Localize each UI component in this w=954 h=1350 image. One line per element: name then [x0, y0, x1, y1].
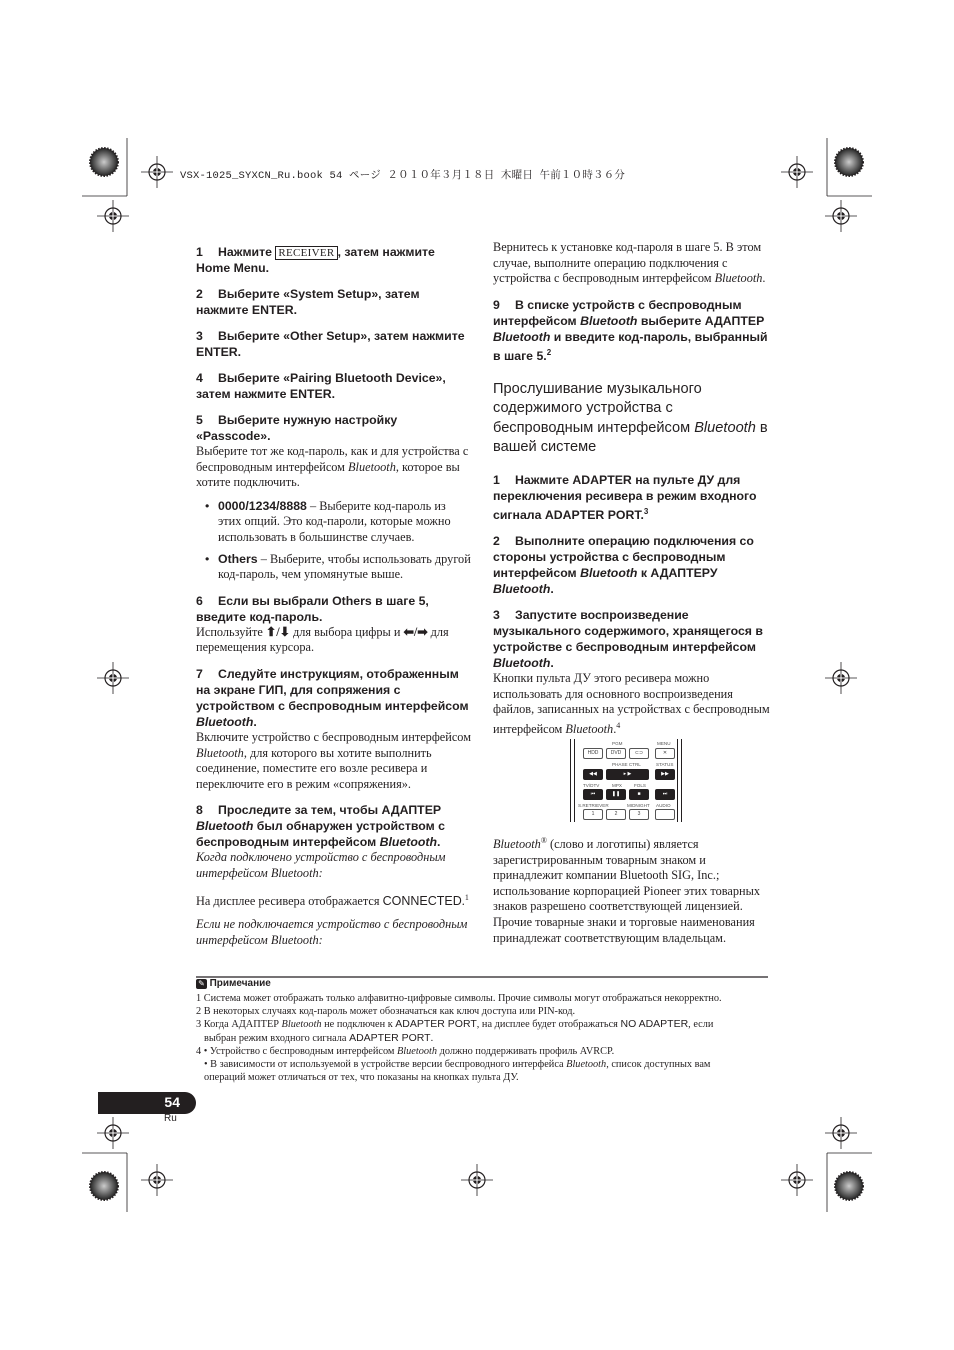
play-icon: ▸ ▶ [606, 769, 649, 780]
receiver-key: RECEIVER [275, 246, 337, 260]
menu-button: ✕ [655, 748, 675, 759]
skip-forward-icon: ⏭ [655, 789, 675, 800]
pause-icon: ❚❚ [606, 789, 626, 800]
step-2: 2 Выберите «System Setup», затем нажмите ENTER. [196, 287, 420, 317]
notes [196, 978, 771, 1084]
dvd-button: DVD [606, 748, 626, 759]
right-column [493, 240, 773, 737]
note-title: ✎ Примечание [196, 978, 771, 991]
step-3: 3 Выберите «Other Setup», затем нажмите ENTER. [196, 329, 465, 359]
remote-control-illustration [570, 739, 682, 822]
step-9: 9 В списке устройств с беспроводным интерфейсом Bluetooth выберите АДАПТЕР Bluetooth и введите код-пароль, выбранный в шаге 5.$^2$ [493, 297, 768, 363]
note-5: • В зависимости от используемой в устройстве версии беспроводного интерфейса Bluetooth, список доступных вам [204, 1058, 711, 1070]
top-right-marks [781, 138, 872, 232]
step-4: 4 Выберите «Pairing Bluetooth Device», затем нажмите ENTER. [196, 371, 446, 401]
bullet-passcodes: • 0000/1234/8888 – Выберите код-пароль из этих опций. Это код-пароли, которые можно использовать в большинстве случаев. [196, 499, 472, 546]
page-number: 54 [164, 1094, 180, 1110]
step-6-body: Используйте ⬆/⬇ для выбора цифры и ⬅/➡ для перемещения курсора. [196, 624, 449, 655]
stop-icon: ■ [629, 789, 649, 800]
num-1-button: 1 [583, 809, 603, 820]
note-icon: ✎ [196, 979, 207, 989]
step-8-failed-heading: Если не подключается устройство с беспроводным интерфейсом Bluetooth: [196, 917, 468, 947]
play-step-1: 1 Нажмите ADAPTER на пульте ДУ для переключения ресивера в режим входного сигнала ADAPTER PORT.$^3$ [493, 472, 757, 522]
hdd-button: HDD [583, 748, 603, 759]
note-3: 3 Когда АДАПТЕР Bluetooth не подключен к ADAPTER PORT, на дисплее будет отображаться NO ADAPTER, если [196, 1018, 714, 1031]
label-menu: MENU [657, 741, 671, 746]
note-5-line2: операций может отличаться от тех, что показаны на кнопках пульта ДУ. [204, 1071, 519, 1083]
remote-frame [570, 739, 575, 822]
step-8-connected-body: На дисплее ресивера отображается CONNECTED.$^1$ [196, 892, 469, 908]
bottom-marks [82, 1117, 872, 1212]
play-step-2: 2 Выполните операцию подключения со стороны устройства с беспроводным интерфейсом Bluetooth к АДАПТЕРУ Bluetooth. [493, 533, 754, 596]
left-column [196, 244, 472, 948]
skip-back-icon: ⏮ [583, 789, 603, 800]
blank-button [655, 809, 675, 820]
label-fols: FOLS [634, 783, 646, 788]
return-paragraph: Вернитесь к установке код-пароля в шаге 5. В этом случае, выполните операцию подключения с устройства с беспроводным интерфейсом Bluetooth. [493, 240, 766, 286]
label-s-retriever: S.RETRIEVER [578, 803, 609, 808]
play-step-3-body: Кнопки пульта ДУ этого ресивера можно использовать для основного воспроизведения файлов, записанных на устройствах с беспроводным интерфейсом Bluetooth.$^4$ [493, 670, 770, 736]
trademark-paragraph: Bluetooth® (слово и логотипы) является зарегистрированным товарным знаком и принадлежит компании Bluetooth SIG, Inc.; использование корпорацией Pioneer этих товарных знаков разрешено соответствующей лицензией. Прочие товарные знаки и торговые наименования принадлежат соответствующим владельцам. [493, 836, 761, 945]
play-step-3: 3 Запустите воспроизведение музыкального содержимого, хранящегося в устройстве с беспроводным интерфейсом Bluetooth. [493, 607, 763, 670]
step-7: 7 Следуйте инструкциям, отображенным на экране ГИП, для сопряжения с устройством с беспроводным интерфейсом Bluetooth. [196, 666, 469, 729]
page-number-tab [98, 1092, 196, 1114]
remote-frame-right [677, 739, 682, 822]
step-7-body: Включите устройство с беспроводным интерфейсом Bluetooth, для которого вы хотите выполнить соединение, поместите его возле ресивера и переключите его в режим «сопряжения». [196, 729, 471, 791]
step-1: 1 Нажмите RECEIVER , затем нажмите Home Menu. [196, 245, 435, 275]
left-right-arrows-icon: ⬅/➡ [403, 624, 428, 639]
rewind-icon: ◀◀ [583, 769, 603, 780]
label-pgm: PGM [612, 741, 623, 746]
step-5-body: Выберите тот же код-пароль, как и для устройства с беспроводным интерфейсом Bluetooth, которое вы хотите подключить. [196, 444, 469, 490]
note-3-line2: выбран режим входного сигнала ADAPTER PORT. [204, 1032, 434, 1045]
section-heading: Прослушивание музыкального содержимого устройства с беспроводным интерфейсом Bluetooth в вашей системе [493, 380, 768, 456]
up-down-arrows-icon: ⬆/⬇ [265, 624, 290, 639]
step-8-connected-heading: Когда подключено устройство с беспроводным интерфейсом Bluetooth: [196, 850, 446, 880]
label-audio: AUDIO [656, 803, 671, 808]
note-1: 1 Система может отображать только алфавитно-цифровые символы. Прочие символы могут отображаться некорректно. [196, 992, 722, 1004]
note-2: 2 В некоторых случаях код-пароль может обозначаться как ключ доступа или PIN-код. [196, 1005, 576, 1017]
label-mpx: MPX [612, 783, 622, 788]
label-phase-ctrl: PHASE CTRL [612, 762, 641, 767]
repeat-button: ⊂⊃ [629, 748, 649, 759]
bullet-others: • Others – Выберите, чтобы использовать другой код-пароль, чем упомянутые выше. [196, 552, 472, 583]
num-3-button: 3 [629, 809, 649, 820]
num-2-button: 2 [606, 809, 626, 820]
step-6: 6 Если вы выбрали Others в шаге 5, введите код-пароль. [196, 593, 429, 624]
note-4: 4 • Устройство с беспроводным интерфейсом Bluetooth должно поддерживать профиль AVRCP. [196, 1045, 615, 1057]
label-status: STATUS [656, 762, 674, 767]
top-left-marks [82, 138, 173, 232]
step-5: 5 Выберите нужную настройку «Passcode». [196, 413, 398, 443]
label-tv-dtv: TV/DTV [583, 783, 600, 788]
label-midnight: MIDNIGHT [627, 803, 650, 808]
fast-forward-icon: ▶▶ [655, 769, 675, 780]
step-8: 8 Проследите за тем, чтобы АДАПТЕР Bluetooth был обнаружен устройством с беспроводным интерфейсом Bluetooth. [196, 803, 446, 850]
file-header: VSX-1025_SYXCN_Ru.book 54 ページ ２０１０年３月１８日 木曜日 午前１０時３６分 [180, 170, 626, 182]
page-language: Ru [164, 1113, 177, 1124]
